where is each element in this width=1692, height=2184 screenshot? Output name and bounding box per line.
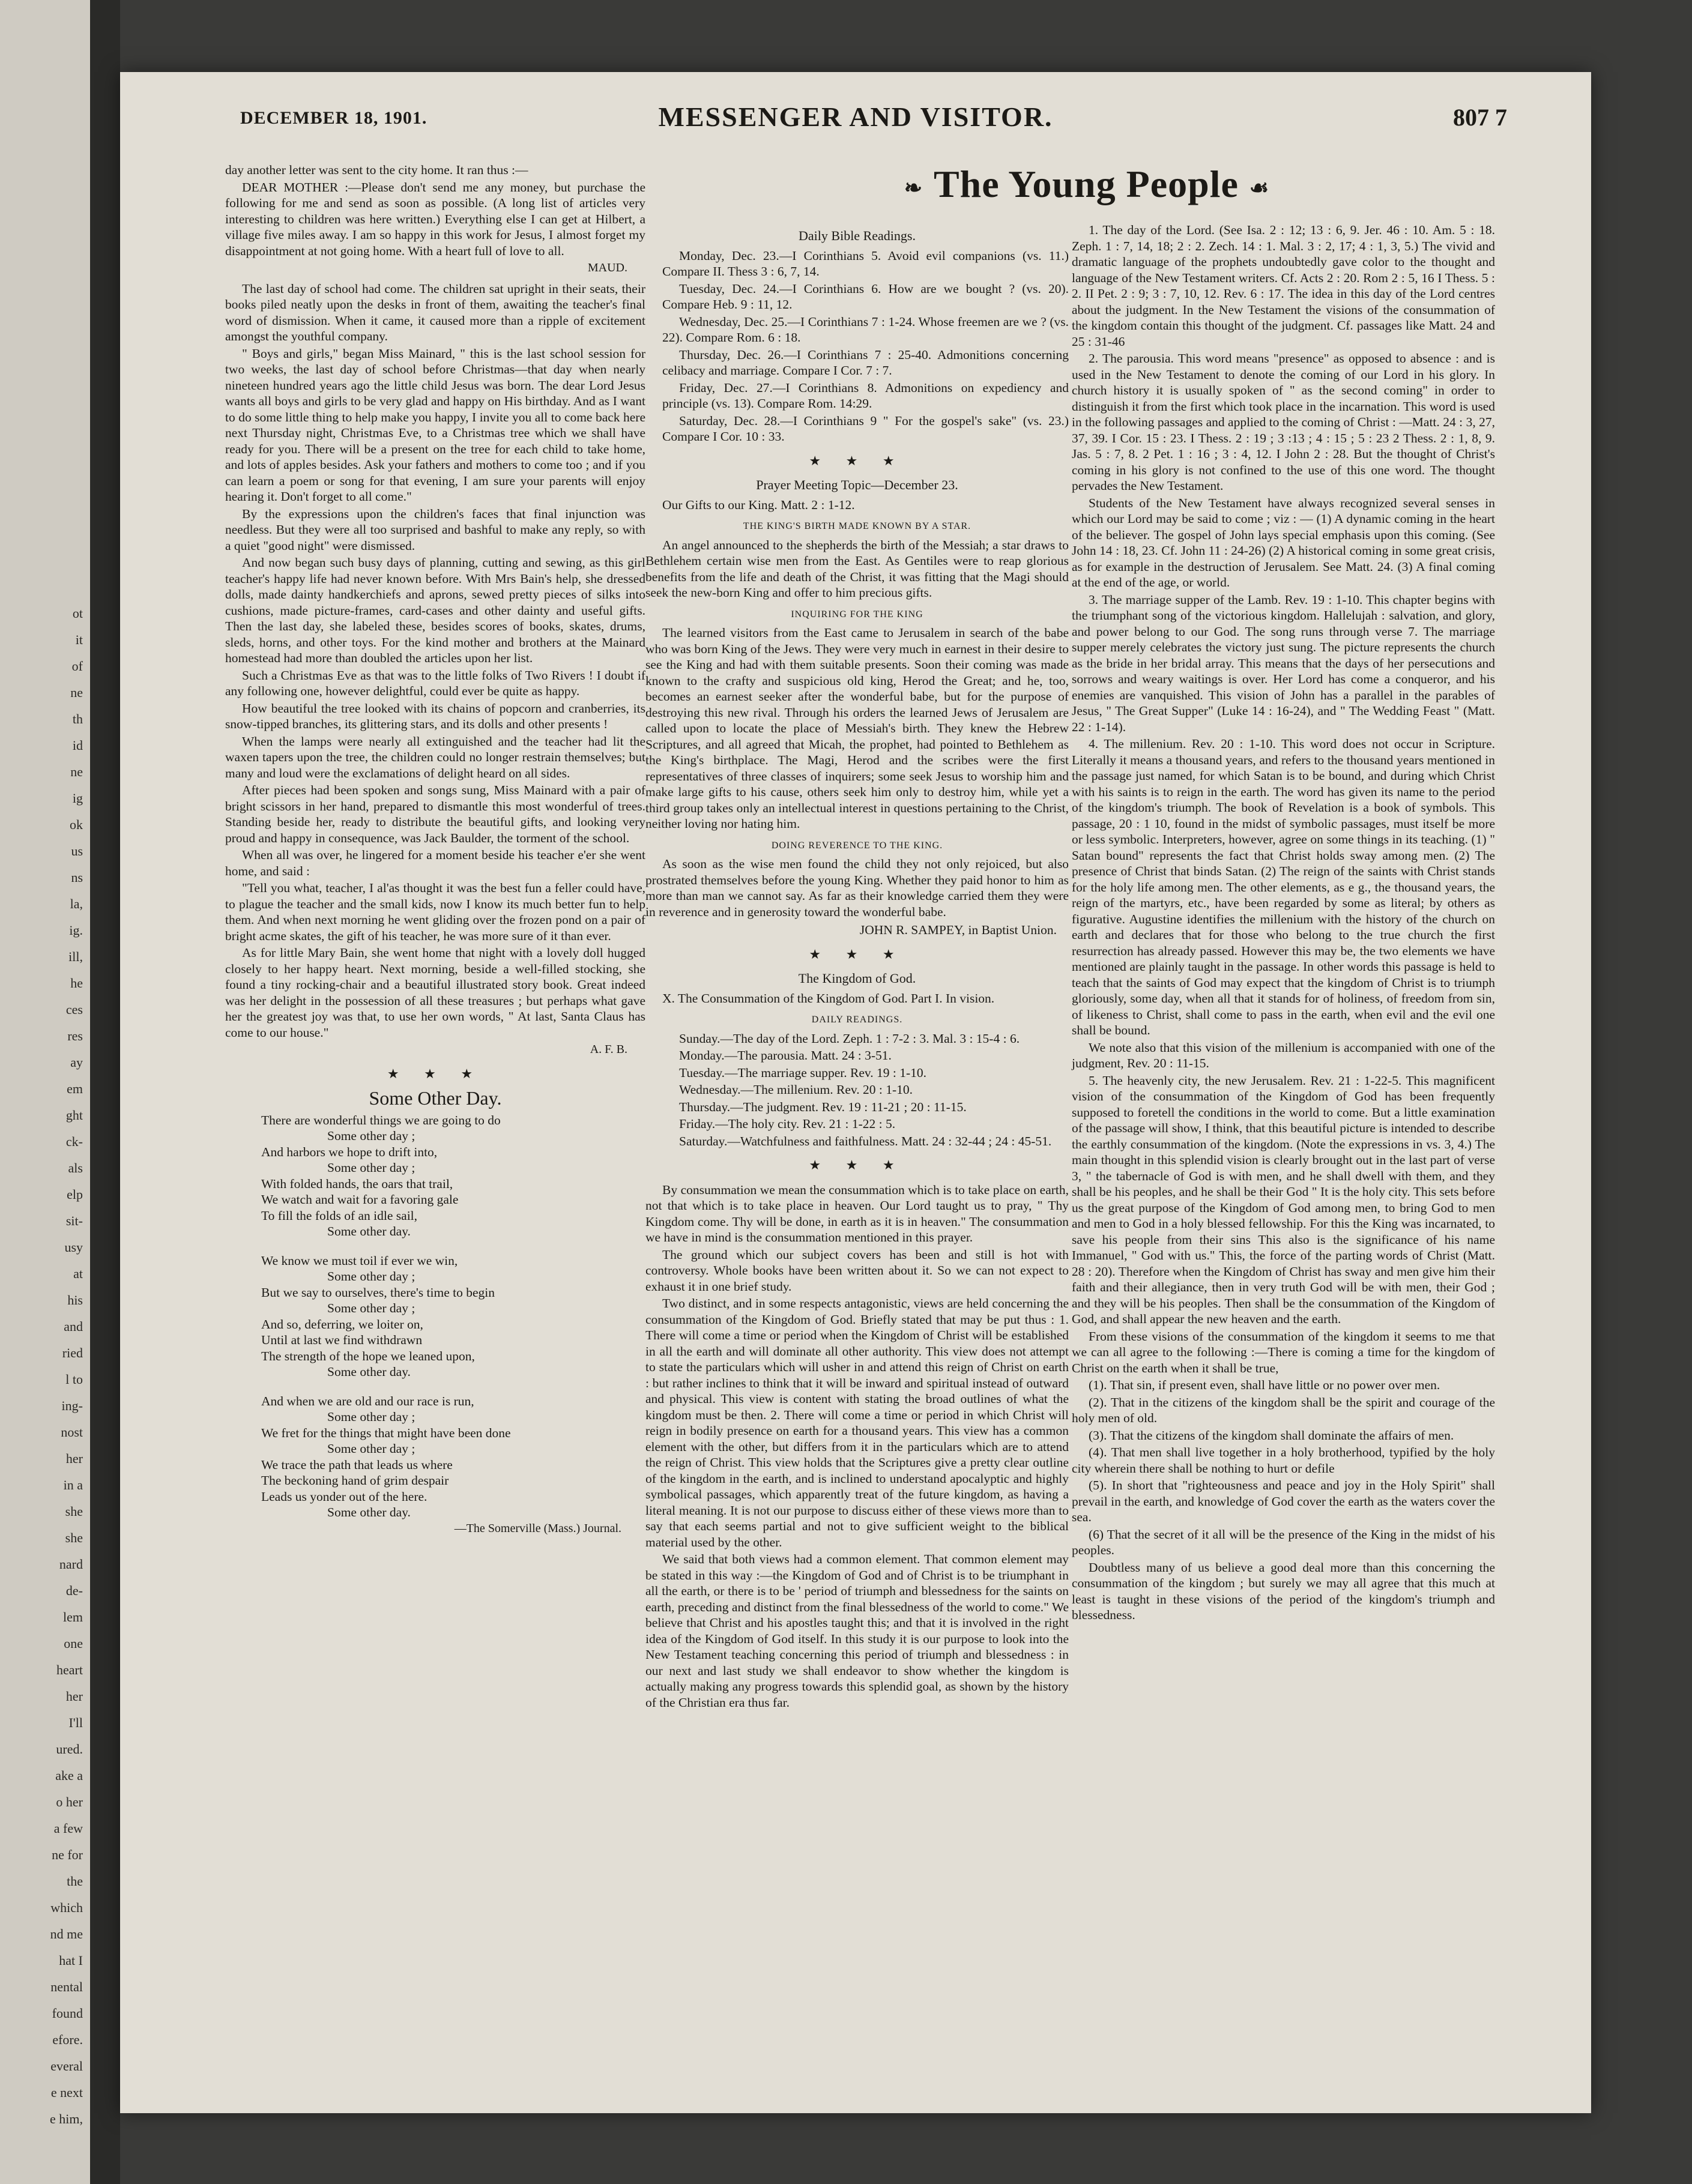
previous-page-fragment: sit- <box>65 1213 83 1228</box>
list-item: (6) That the secret of it all will be the presence of the King in the midst of his peoples. <box>1072 1527 1495 1557</box>
paragraph: We note also that this vision of the millenium is accompanied with one of the judgment, Rev. 20 : 11-15. <box>1072 1040 1495 1070</box>
letter-paragraph: DEAR MOTHER :—Please don't send me any money, but purchase the following for me and send as soon as possible. (A long list of articles very interesting to children was here written.) Everything else I can get at Hilbert, a village five miles away. I am so happy in this work for Jesus, I almost forget my disappointment at not going home. With a heart full of love to all. <box>225 179 645 258</box>
poem-line: We watch and wait for a favoring gale <box>261 1192 459 1207</box>
fleuron-icon: ❧ <box>904 176 923 201</box>
poem-line: To fill the folds of an idle sail, <box>261 1208 418 1223</box>
list-item: (4). That men shall live together in a holy brotherhood, typified by the holy city wherein there shall be nothing to hurt or defile <box>1072 1445 1495 1476</box>
previous-page-fragment: ck- <box>65 1134 83 1149</box>
previous-page-fragment: at <box>73 1266 83 1281</box>
previous-page-fragment: his <box>67 1293 83 1308</box>
previous-page-fragment: ured. <box>56 1742 83 1757</box>
previous-page-fragment: ght <box>65 1108 83 1123</box>
previous-page-fragment: ake a <box>55 1768 83 1783</box>
column-1 <box>225 162 645 1536</box>
poem-line: Some other day. <box>327 1224 411 1238</box>
list-item: (1). That sin, if present even, shall have little or no power over men. <box>1089 1378 1440 1392</box>
poem-line: Some other day. <box>327 1365 411 1379</box>
paragraph: When the lamps were nearly all extinguished and the teacher had lit the waxen tapers upon the tree, the children could no longer restrain themselves; but many and loud were the exclamations of delight heard on all sides. <box>225 734 645 780</box>
paragraph: From these visions of the consummation of the kingdom it seems to me that we can all agree to the following :—There is coming a time for the kingdom of Christ on the earth when it shall be true, <box>1072 1329 1495 1375</box>
subheading: DAILY READINGS. <box>811 1015 903 1025</box>
paragraph: Students of the New Testament have always recognized several senses in which our Lord may be said to come ; viz : — (1) A dynamic coming in the heart of the believer. The gospel of John lays special emphasis upon this coming. (See John 14 : 18, 23. Cf. John 11 : 24-26) (2) A historical coming in some great crisis, as for example in the destruction of Jerusalem. See Matt. 24. (3) A final coming at the end of the age, or world. <box>1072 495 1495 590</box>
section-divider-stars: ★ ★ ★ <box>809 1157 905 1172</box>
poem-line: Some other day ; <box>327 1269 415 1284</box>
previous-page-fragment: nost <box>61 1425 83 1440</box>
paragraph: The last day of school had come. The children sat upright in their seats, their books piled neatly upon the desks in front of them, awaiting the teacher's final word of dismission. When it came, it caused more than a ripple of excitement amongst the youthful company. <box>225 281 645 343</box>
section-divider-stars: ★ ★ ★ <box>809 453 905 468</box>
column-3 <box>1072 222 1495 1624</box>
paragraph: "Tell you what, teacher, I al'as thought it was the best fun a feller could have, to plague the teacher and the small kids, now I know its much better fun to help them. And when next morning he went gliding over the frozen pond on a pair of bright acme skates, the gift of his teacher, he was more sure of it than ever. <box>225 881 645 943</box>
fleuron-icon: ☙ <box>1249 176 1270 201</box>
poem-title: Some Other Day. <box>369 1087 502 1109</box>
previous-page-fragment: hat I <box>59 1953 83 1968</box>
paragraph: By the expressions upon the children's faces that final injunction was needless. But they were all too surprised and bashful to make any reply, so with a quiet "good night" were dismissed. <box>225 506 645 553</box>
previous-page-fragment: de- <box>65 1583 83 1598</box>
previous-page-fragment: everal <box>50 2059 83 2074</box>
previous-page-fragment: nd me <box>50 1926 83 1941</box>
list-item: (3). That the citizens of the kingdom shall dominate the affairs of men. <box>1089 1428 1454 1443</box>
previous-page-fragment: found <box>52 2006 83 2021</box>
paragraph: We said that both views had a common element. That common element may be stated in this way :—the Kingdom of God and of Christ is to be triumphant in all the earth, or there is to be ' period of triumph and blessedness for the saints on earth, preceding and distinct from the final blessedness of the world to come." We believe that Christ and his apostles taught this; and that it is involved in the right idea of the Kingdom of God itself. In this study it is our purpose to look into the New Testament teaching concerning this period of triumph and blessedness : in our next and last study we shall endeavor to show whether the kingdom is actually making any progress towards this splendid goal, as shown by the history of the Christian era thus far. <box>645 1552 1069 1710</box>
poem-line: And when we are old and our race is run, <box>261 1393 474 1408</box>
paragraph: How beautiful the tree looked with its chains of popcorn and cranberries, its snow-tipped branches, its glittering stars, and its dolls and other presents ! <box>225 701 645 731</box>
paragraph: 4. The millenium. Rev. 20 : 1-10. This word does not occur in Scripture. Literally it means a thousand years, and refers to the thousand years mentioned in the passage just named, for which Satan is to be bound, and during which Christ with his saints is to reign in the earth. The word has given its name to the period of the kingdom's triumph. The book of Revelation is a book of symbols. This passage, 20 : 1 10, found in the midst of symbolic passages, must itself be more or less symbolic. Interpreters, however, agree on some things in its teaching. (1) " Satan bound" represents the fact that Christ holds sway among men. (2) The presence of Christ that binds Satan. (2) The reign of the saints with Christ stands for the holy life among men. The other elements, as e g., the thousand years, the reign of the martyrs, etc., have been regarded by some as literal; by others as figurative. Augustine identifies the millenium with the history of the church on earth and declares that for those who belong to the true church the first resurrection has already passed. However this may be, the two elements we have mentioned are plainly taught in the passage. In other words this passage is held to teach that the saints of God may expect that the kingdom of Christ is to triumph gloriously, some day, when all that it stands for of holiness, of freedom from sin, of likeness to Christ, shall come to pass in the earth, when evil and the evil one shall be bound. <box>1072 737 1495 1037</box>
paragraph: 5. The heavenly city, the new Jerusalem. Rev. 21 : 1-22-5. This magnificent vision of the consummation of the Kingdom of God has been frequently supposed to foretell the conditions in the world to come. But a little examination of the passage will show, I think, that this beautiful picture is intended to describe the earthly consummation of the kingdom. (Note the expressions in vs. 3, 4.) The main thought in this splendid vision is clearly brought out in the last part of verse 3, " the tabernacle of God is with men, and he shall dwell with them, and they shall be his peoples, and he shall be their God " It is the holy city. This sets before us the great purpose of the Kingdom of God among men, to bring God to men and men to God in a holy blessed fellowship. For this the King was incarnated, to save his people from their sins This also is the significance of his name Immanuel, " God with us." This, the force of the parting words of Christ (Matt. 28 : 20). Therefore when the Kingdom of Christ has sway and men give him their faith and their allegiance, then in very truth God will be with men, their God ; and they will be his peoples. Then shall be the consummation of the Kingdom of God, and shall appear the new heaven and the earth. <box>1072 1073 1495 1326</box>
previous-page-fragment: res <box>67 1028 83 1043</box>
previous-page-fragment: nental <box>50 1979 83 1994</box>
previous-page-fragment: one <box>64 1636 83 1651</box>
subheading: DOING REVERENCE TO THE KING. <box>771 840 943 851</box>
young-people-title: The Young People <box>933 163 1239 205</box>
paragraph: Two distinct, and in some respects antagonistic, views are held concerning the consummation of the Kingdom of God. Briefly stated that may be put thus : 1. There will come a time or period when the Kingdom of Christ will be established in all the earth and will dominate all other authority. This view does not attempt to state the particulars which will usher in and attend this reign of Christ on earth : but rather inclines to think that it will be inward and spiritual instead of outward and physical. This view is content with stating the broad outlines of what the kingdom must be then. 2. There will come a time or period in which Christ will reign in bodily presence on earth for a thousand years. This view has a common element with the other, but differs from it in the particulars which are to attend the reign of Christ. This view holds that the Scriptures give a pretty clear outline of the kingdom in the earth, and is inclined to understand apocalyptic and highly symbolical passages, which apparently treat of the future kingdom, as having a literal meaning. It is not our purpose to discuss either of these views more than to say that each seems partial and not to give sufficient weight to the biblical material used by the other. <box>645 1296 1069 1549</box>
previous-page-fragment: ill, <box>68 949 83 964</box>
previous-page-fragment: o her <box>56 1794 83 1809</box>
previous-page-fragment: ne <box>70 764 83 779</box>
list-item: (5). In short that "righteousness and peace and joy in the Holy Spirit" shall prevail in the earth, and knowledge of God cover the earth as the waters cover the sea. <box>1072 1478 1495 1524</box>
poem-line: Some other day ; <box>327 1160 415 1175</box>
poem-line: Some other day ; <box>327 1441 415 1456</box>
paragraph: 3. The marriage supper of the Lamb. Rev. 19 : 1-10. This chapter begins with the triumphant song of the victorious kingdom. Hallelujah : salvation, and glory, and power belong to our God. The song runs through verse 7. The marriage supper merely celebrates the victory just sung. The picture represents the church as the bride in her bridal array. This means that the days of her persecutions and sorrows and weary waitings is over. Her Lord has come a conqueror, and his enemies are vanquished. This vision of John has a parallel in the parables of Jesus, " The Great Supper" (Luke 14 : 16-24), and " The Wedding Feast " (Matt. 22 : 1-14). <box>1072 592 1495 734</box>
paragraph: An angel announced to the shepherds the birth of the Messiah; a star draws to Bethlehem certain wise men from the East. As Gentiles were to reap glorious benefits from the life and death of the Christ, it was fitting that the Magi should seek the new-born King and offer to him precious gifts. <box>645 537 1069 600</box>
daily-reading-item: Saturday, Dec. 28.—I Corinthians 9 " For the gospel's sake" (vs. 23.) Compare I Cor. 10 : 33. <box>662 413 1069 444</box>
poem-line: We know we must toil if ever we win, <box>261 1253 458 1268</box>
reading-item: Thursday.—The judgment. Rev. 19 : 11-21 ; 20 : 11-15. <box>679 1099 967 1114</box>
previous-page-fragment: she <box>65 1530 83 1545</box>
daily-readings-list <box>645 248 1069 445</box>
paragraph: day another letter was sent to the city home. It ran thus :— <box>225 163 528 177</box>
list-item: (2). That in the citizens of the kingdom shall be the spirit and courage of the holy men of old. <box>1072 1395 1495 1425</box>
previous-page-fragment: lem <box>63 1609 83 1624</box>
previous-page-fragment: she <box>65 1504 83 1519</box>
newspaper-page <box>120 72 1591 2113</box>
poem-line: And harbors we hope to drift into, <box>261 1144 438 1159</box>
poem-line: The strength of the hope we leaned upon, <box>261 1348 475 1363</box>
paragraph: The learned visitors from the East came to Jerusalem in search of the babe who was born King of the Jews. They were very much in earnest in their desire to see the King and had with them suitable presents. Soon their coming was made known to the crafty and suspicious old king, Herod the Great; and he, too, becomes an earnest seeker after the wonderful babe, but for the purpose of destroying this new rival. Through his orders the learned Jews of Jerusalem are called upon to locate the place of Messiah's birth. They knew the Hebrew Scriptures, and all agreed that Micah, the prophet, had pointed to Bethlehem as the King's birthplace. The Magi, Herod and the scribes were the first representatives of three classes of inquirers; some seek Jesus to worship him and make large gifts to his cause, others seek him only to destroy him, while yet a third group takes only an intellectual interest in questions pertaining to the Christ, neither loving nor hating him. <box>645 626 1069 831</box>
previous-page-fragment: la, <box>70 896 83 911</box>
paragraph: The ground which our subject covers has been and still is hot with controversy. Whole books have been written about it. So we can not expect to exhaust it in one brief study. <box>645 1247 1069 1294</box>
paragraph: 1. The day of the Lord. (See Isa. 2 : 12; 13 : 6, 9. Jer. 46 : 10. Am. 5 : 18. Zeph. 1 : 7, 14, 18; 2 : 2. Zech. 14 : 1. Mal. 3 : 2, 17; 4 : 1, 3, 5.) The vivid and dramatic language of the prophets undoubtedly gave color to the thought and language of the New Testament writers. Cf. Acts 2 : 20. Rom 2 : 5, 16 I Thess. 5 : 2. II Pet. 2 : 9; 3 : 7, 10, 12. Rev. 6 : 17. The idea in this day of the Lord centres about the judgment. In the New Testament the visions of the consummation of the kingdom contain this thought of the judgment. Cf. passages like Matt. 24 and 25 : 31-46 <box>1072 223 1495 349</box>
previous-page-fragment: e next <box>50 2085 83 2100</box>
attribution: JOHN R. SAMPEY, in Baptist Union. <box>859 923 1057 937</box>
kingdom-heading: The Kingdom of God. <box>798 971 916 986</box>
poem-line: Leads us yonder out of the here. <box>261 1489 428 1504</box>
paragraph: As soon as the wise men found the child they not only rejoiced, but also prostrated themselves before the young King. Whether they paid honor to him as more than man we cannot say. As far as their knowledge carried them they were in reverence and in generosity toward the wonderful babe. <box>645 857 1069 919</box>
poem-line: Some other day. <box>327 1505 411 1519</box>
paragraph: After pieces had been spoken and songs sung, Miss Mainard with a pair of bright scissors in her hand, prepared to dismantle this most wonderful of trees. Standing beside her, ready to distribute the beautiful gifts, and looking very proud and happy in consequence, was Jack Baulder, the torment of the school. <box>225 783 645 845</box>
previous-page-fragment: l to <box>65 1372 83 1387</box>
previous-page-fragment: ried <box>62 1345 83 1360</box>
previous-page-fragment: nard <box>59 1557 83 1572</box>
daily-reading-item: Thursday, Dec. 26.—I Corinthians 7 : 25-40. Admonitions concerning celibacy and marriage. Compare I Cor. 7 : 7. <box>662 347 1069 378</box>
previous-page-fragment: als <box>68 1160 83 1175</box>
previous-page-fragment: her <box>65 1451 83 1466</box>
subheading: THE KING'S BIRTH MADE KNOWN BY A STAR. <box>743 521 971 531</box>
previous-page-fragment: ay <box>70 1055 83 1070</box>
poem-line: Some other day ; <box>327 1410 415 1424</box>
previous-page-fragment: he <box>70 976 83 991</box>
previous-page-fragment: ok <box>70 817 83 832</box>
paragraph: Such a Christmas Eve as that was to the little folks of Two Rivers ! I doubt if any following one, however delightful, could ever be quite as happy. <box>225 668 645 698</box>
previous-page-fragment: ig <box>72 791 83 806</box>
previous-page-fragment: id <box>72 738 83 753</box>
previous-page-fragment: ne <box>70 685 83 700</box>
page-gutter <box>90 0 120 2184</box>
poem-line: With folded hands, the oars that trail, <box>261 1176 453 1191</box>
prayer-topic-sub: Our Gifts to our King. Matt. 2 : 1-12. <box>662 497 855 512</box>
poem-line: And so, deferring, we loiter on, <box>261 1317 423 1332</box>
previous-page-fragment: a few <box>53 1821 83 1836</box>
kingdom-subtitle: X. The Consummation of the Kingdom of God. Part I. In vision. <box>662 991 995 1006</box>
poem-line: The beckoning hand of grim despair <box>261 1473 449 1488</box>
story-author: A. F. B. <box>590 1043 627 1056</box>
subheading: INQUIRING FOR THE KING <box>791 609 923 620</box>
previous-page-fragment: us <box>71 843 83 858</box>
letter-signature: MAUD. <box>587 261 627 274</box>
previous-page-fragment: e him, <box>50 2111 83 2126</box>
previous-page-fragment: her <box>65 1689 83 1704</box>
previous-page-fragment: I'll <box>68 1715 83 1730</box>
previous-page-fragment: ns <box>71 870 83 885</box>
poem-line: Until at last we find withdrawn <box>261 1333 423 1347</box>
story-body <box>225 281 645 1041</box>
reading-item: Monday.—The parousia. Matt. 24 : 3-51. <box>679 1048 892 1063</box>
previous-page-fragment: ne for <box>52 1847 83 1862</box>
previous-page-fragment: in a <box>63 1477 83 1492</box>
previous-page-fragment: elp <box>67 1187 83 1202</box>
prayer-topic-heading: Prayer Meeting Topic—December 23. <box>756 477 958 492</box>
section-divider-stars: ★ ★ ★ <box>809 946 905 962</box>
reading-item: Wednesday.—The millenium. Rev. 20 : 1-10. <box>679 1082 913 1097</box>
previous-page-fragment: ot <box>72 606 83 621</box>
paragraph: " Boys and girls," began Miss Mainard, " this is the last school session for two weeks, the last day of school before Christmas—that day when nearly nineteen hundred years ago the little child Jesus was born. The dear Lord Jesus wants all boys and girls to be very glad and happy on His birthday. And as I want to do some little thing to help make you happy, I invite you all to come back here next Thursday night, Christmas Eve, to a Christmas tree which we shall have ready for you. There will be a present on the tree for each child to take home, and lots of apples besides. Ask your fathers and mothers to come too ; and if you can learn a poem or song for that evening, I am sure your parents will enjoy hearing it. Don't forget to all come." <box>225 346 645 504</box>
section-title-young-people <box>811 162 1363 207</box>
poem-line: But we say to ourselves, there's time to begin <box>261 1285 495 1300</box>
paragraph: When all was over, he lingered for a moment beside his teacher e'er she went home, and said : <box>225 848 645 878</box>
masthead-title: MESSENGER AND VISITOR. <box>658 101 1053 132</box>
daily-reading-item: Wednesday, Dec. 25.—I Corinthians 7 : 1-24. Whose freemen are we ? (vs. 22). Compare Rom. 6 : 18. <box>662 314 1069 345</box>
previous-page-edge <box>0 0 90 2184</box>
header-date: DECEMBER 18, 1901. <box>240 108 428 128</box>
poem-line: We fret for the things that might have been done <box>261 1425 511 1440</box>
previous-page-fragment: th <box>72 711 83 726</box>
paragraph: 2. The parousia. This word means "presence" as opposed to absence : and is used in the New Testament to denote the coming of our Lord in his glory. In church history it is usually spoken of " as the second coming" in order to distinguish it from the first which took place in the incarnation. This word is used in the following passages and applied to the coming of Christ : —Matt. 24 : 3, 27, 37, 39. I Cor. 15 : 23. I Thess. 2 : 19 ; 3 :13 ; 4 : 15 ; 5 : 23 2 Thess. 2 : 1, 8, 9. Jas. 5 : 7, 8. 2 Pet. 1 : 16 ; 3 : 4, 12. I John 2 : 28. But the thought of Christ's coming in his glory is not confined to the use of this one word. The thought pervades the New Testament. <box>1072 351 1495 493</box>
paragraph: As for little Mary Bain, she went home that night with a lovely doll hugged closely to her happy heart. Next morning, beside a well-filled stocking, she found a tiny rocking-chair and a beautiful illustrated story book. Great indeed was her delight in the possession of all these treasures ; but perhaps what gave her the greatest joy was that, to use her own words, " At last, Santa Claus has come to our house." <box>225 946 645 1040</box>
previous-page-fragment: efore. <box>52 2032 83 2047</box>
column-2 <box>645 222 1069 1712</box>
kingdom-readings-list <box>645 1031 1069 1150</box>
daily-readings-heading: Daily Bible Readings. <box>799 228 916 243</box>
previous-page-fragment: it <box>75 632 83 647</box>
daily-reading-item: Tuesday, Dec. 24.—I Corinthians 6. How are we bought ? (vs. 20). Compare Heb. 9 : 11, 12. <box>662 281 1069 312</box>
paragraph: By consummation we mean the consummation which is to take place on earth, not that which is to take place in heaven. Our Lord taught us to pray, " Thy Kingdom come. Thy will be done, in earth as it is in heaven." The consummation we have in mind is the consummation mentioned in this prayer. <box>645 1182 1069 1244</box>
reading-item: Friday.—The holy city. Rev. 21 : 1-22 : 5. <box>679 1117 896 1131</box>
section-divider-stars: ★ ★ ★ <box>387 1066 484 1081</box>
previous-page-fragment: ces <box>65 1002 83 1017</box>
kingdom-study-body <box>1072 222 1495 1376</box>
poem-body <box>261 1112 645 1521</box>
page-header <box>120 72 1591 174</box>
kingdom-list <box>1072 1377 1495 1558</box>
previous-page-fragment: usy <box>64 1240 83 1255</box>
reading-item: Sunday.—The day of the Lord. Zeph. 1 : 7-2 : 3. Mal. 3 : 15-4 : 6. <box>679 1031 1020 1046</box>
poem-line: Some other day ; <box>327 1129 415 1143</box>
closing-paragraph: Doubtless many of us believe a good deal more than this concerning the consummation of the kingdom ; but surely we may all agree that this much at least is taught in these visions of the period of the kingdom's triumph and blessedness. <box>1072 1560 1495 1622</box>
reading-item: Saturday.—Watchfulness and faithfulness. Matt. 24 : 32-44 ; 24 : 45-51. <box>679 1133 1052 1148</box>
paragraph: And now began such busy days of planning, cutting and sewing, as this girl teacher's happy life had never known before. With Mrs Bain's help, she dressed dolls, made dainty handkerchiefs and aprons, sewed pretty pieces of silks into cushions, made picture-frames, card-cases and other dainty and useful gifts. Then the last day, she labeled these, besides scores of books, skates, drums, sleds, horns, and other toys. For the kind mother and brothers at the Mainard homestead had more than doubled the articles upon her list. <box>225 555 645 665</box>
previous-page-fragment: which <box>50 1900 83 1915</box>
daily-reading-item: Friday, Dec. 27.—I Corinthians 8. Admonitions on expediency and principle (vs. 13). Compare Rom. 14:29. <box>662 380 1069 411</box>
poem-line: There are wonderful things we are going to do <box>261 1112 501 1127</box>
poem-line: Some other day ; <box>327 1301 415 1315</box>
stanza-break <box>261 1240 645 1253</box>
previous-page-fragment: ing- <box>61 1398 83 1413</box>
stanza-break <box>261 1380 645 1393</box>
previous-page-fragment: em <box>67 1081 83 1096</box>
poem-line: We trace the path that leads us where <box>261 1457 453 1472</box>
daily-reading-item: Monday, Dec. 23.—I Corinthians 5. Avoid evil companions (vs. 11.) Compare II. Thess 3 : 6, 7, 14. <box>662 248 1069 279</box>
previous-page-fragment: ig. <box>69 923 83 938</box>
previous-page-fragment: the <box>67 1874 83 1889</box>
previous-page-fragment: heart <box>56 1662 83 1677</box>
previous-page-fragment: and <box>64 1319 83 1334</box>
poem-source: —The Somerville (Mass.) Journal. <box>454 1521 621 1535</box>
previous-page-fragment: of <box>71 659 83 674</box>
reading-item: Tuesday.—The marriage supper. Rev. 19 : 1-10. <box>679 1065 927 1080</box>
page-number: 807 7 <box>1453 104 1507 131</box>
